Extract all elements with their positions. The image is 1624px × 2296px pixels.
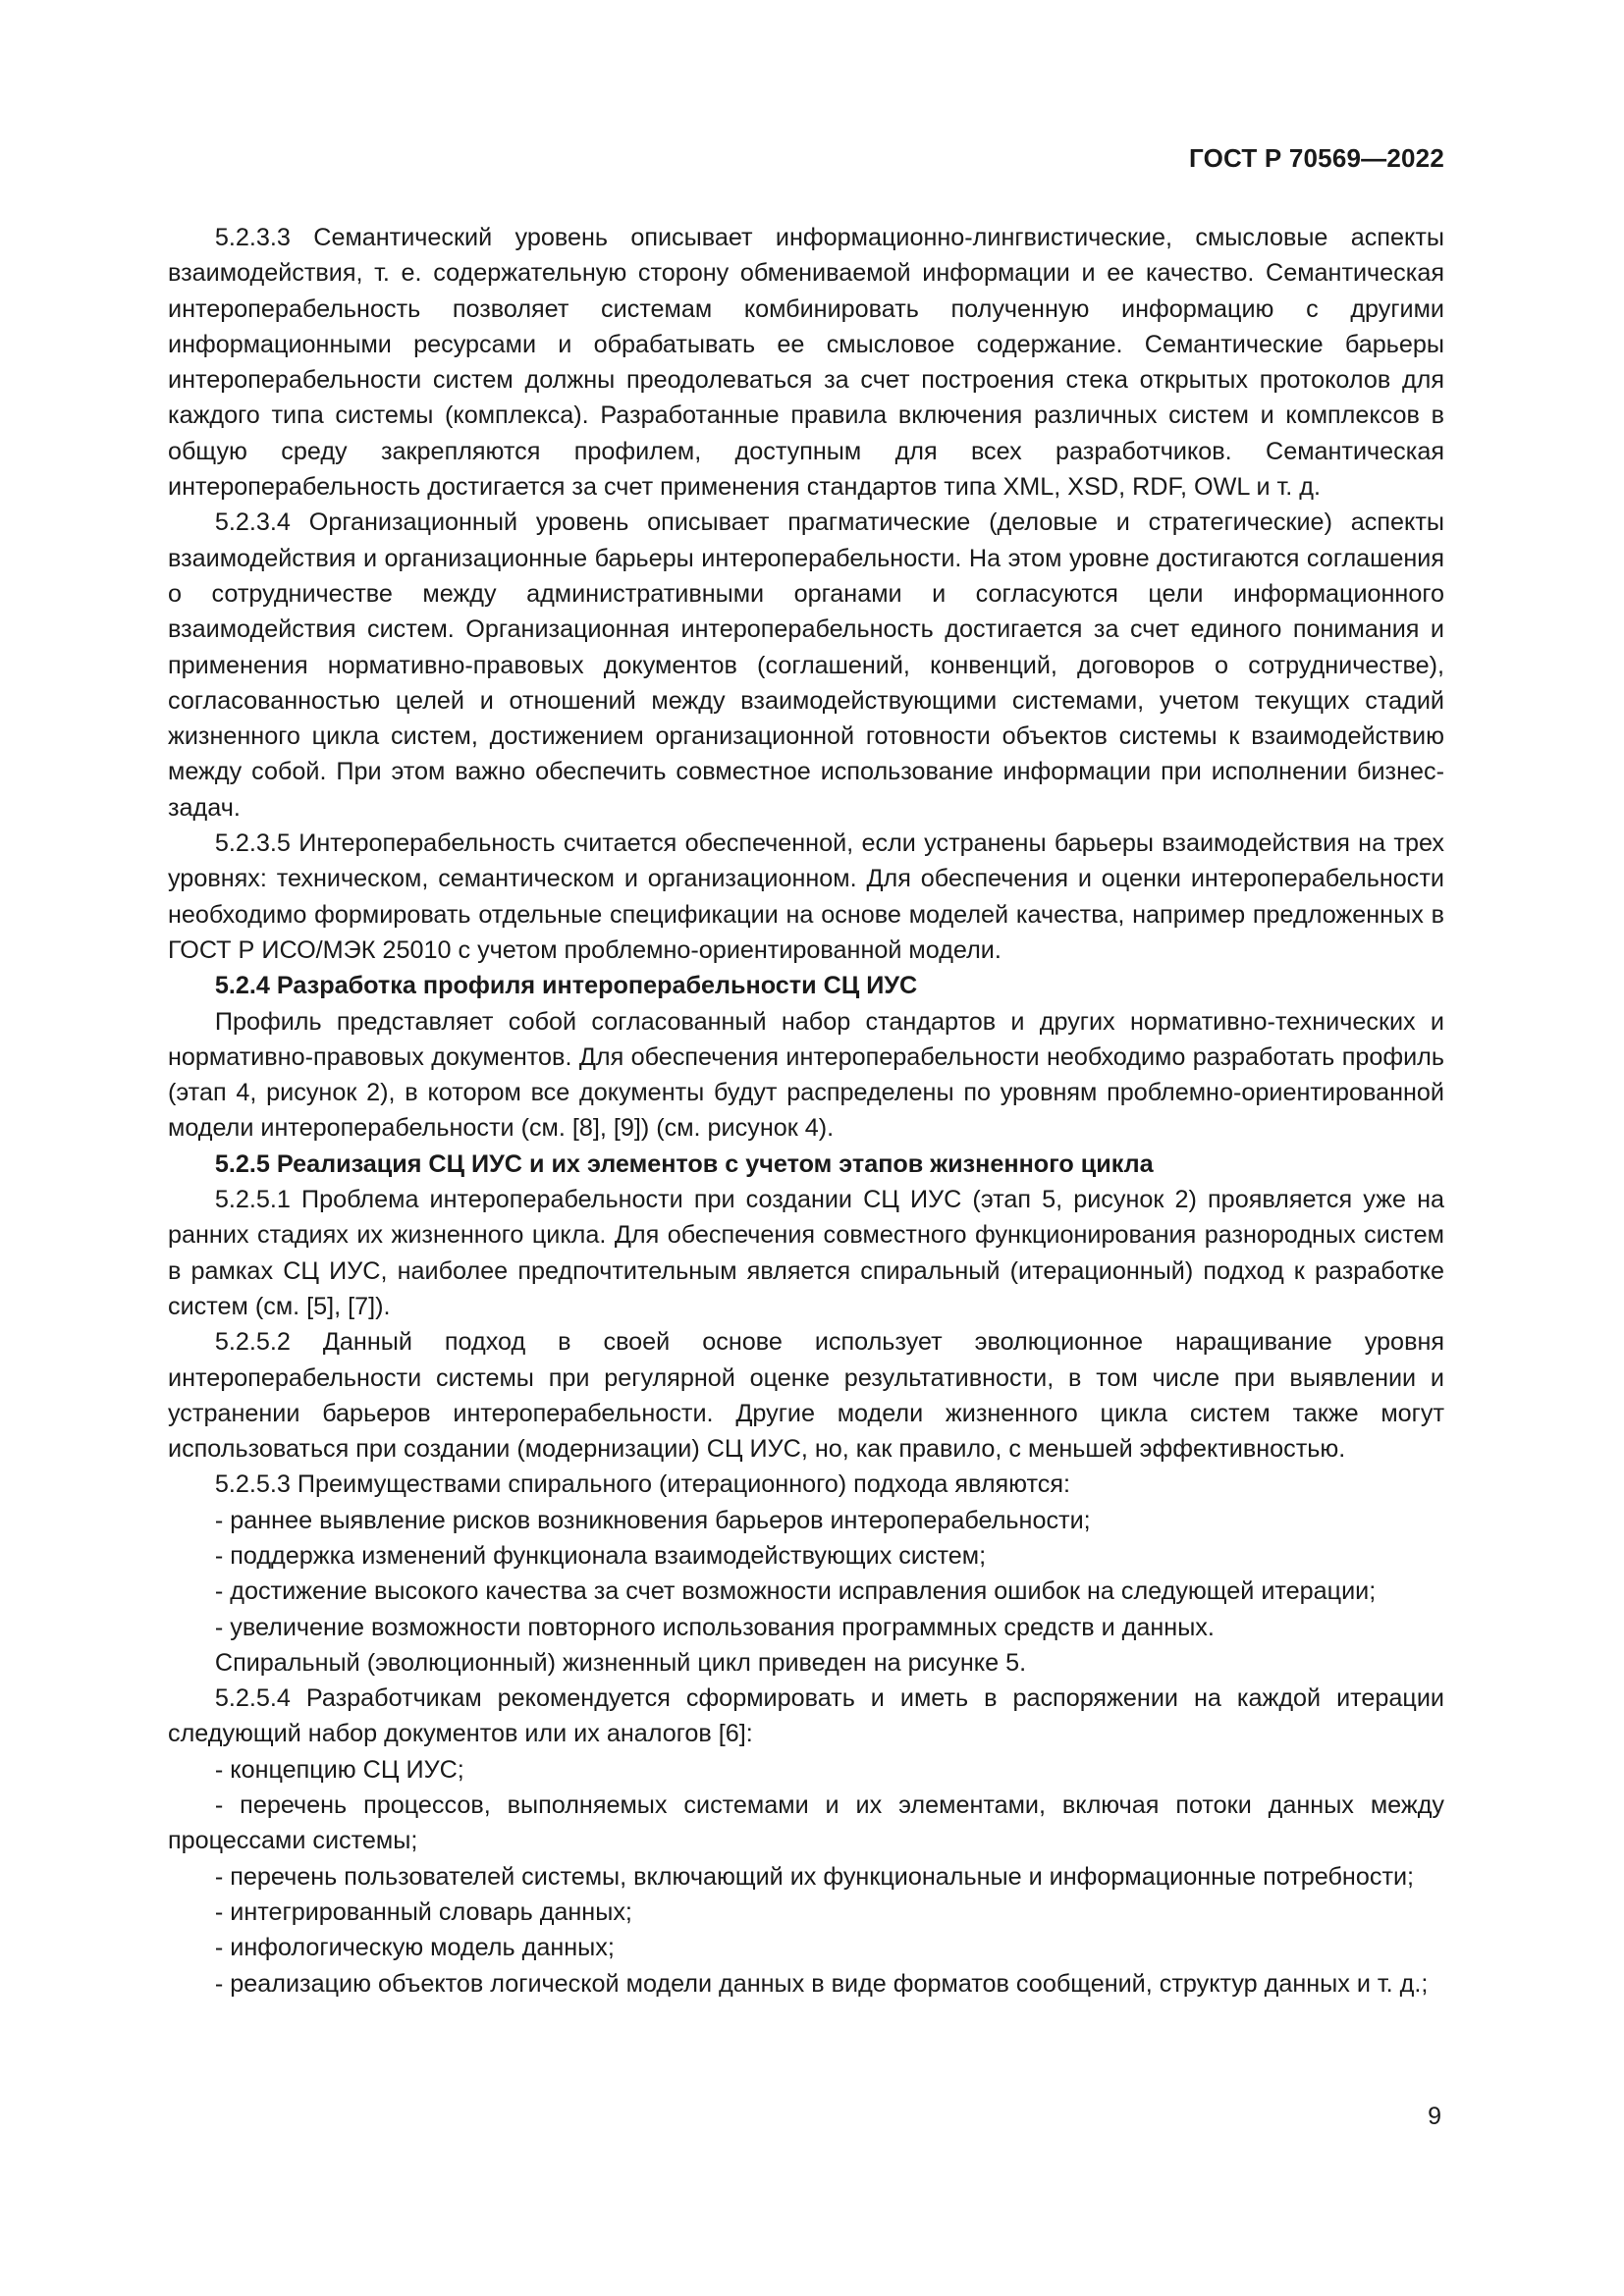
paragraph-5-2-5-1: 5.2.5.1 Проблема интероперабельности при создании СЦ ИУС (этап 5, рисунок 2) проявляется уже на ранних стадиях их жизненного цикла. Для обеспечения совместного функционирования разнородных систем в рамках СЦ ИУС, наиболее предпочтительным является спиральный (итерационный) подход к разработке систем (см. [5], [7]). [168,1186,1444,1320]
list-item: - концепцию СЦ ИУС; [214,1755,464,1784]
paragraph-5-2-3-5: 5.2.3.5 Интероперабельность считается обеспеченной, если устранены барьеры взаимодействия на трех уровнях: техническом, семантическом и организационном. Для обеспечения и оценки интероперабельности необходимо формировать отдельные спецификации на основе моделей качества, например предложенных в ГОСТ Р ИСО/МЭК 25010 с учетом проблемно-ориентированной модели. [168,829,1444,964]
paragraph-5-2-5-4: 5.2.5.4 Разработчикам рекомендуется сформировать и иметь в распоряжении на каждой итерации следующий набор документов или их аналогов [6]: [168,1684,1444,1748]
paragraph-profile-definition: Профиль представляет собой согласованный набор стандартов и других нормативно-технических и нормативно-правовых документов. Для обеспечения интероперабельности необходимо разработать профиль (этап 4, рисунок 2), в котором все документы будут распределены по уровням проблемно-ориентированной модели интероперабельности (см. [8], [9]) (см. рисунок 4). [168,1007,1444,1143]
list-item: - инфологическую модель данных; [214,1934,615,1962]
paragraph-5-2-3-3: 5.2.3.3 Семантический уровень описывает информационно-лингвистические, смысловые аспекты взаимодействия, т. е. содержательную сторону обмениваемой информации и ее качество. Семантическая интероперабельность позволяет системам комбинировать полученную информацию с другими информационными ресурсами и обрабатывать ее смысловое содержание. Семантические барьеры интероперабельности систем должны преодолеваться за счет построения стека открытых протоколов для каждого типа системы (комплекса). Разработанные правила включения различных систем и комплексов в общую среду закрепляются профилем, доступным для всех разработчиков. Семантическая интероперабельность достигается за счет применения стандартов типа XML, XSD, RDF, OWL и т. д. [168,224,1444,502]
section-heading-5-2-5: 5.2.5 Реализация СЦ ИУС и их элементов с учетом этапов жизненного цикла [214,1149,1154,1178]
list-item: - перечень пользователей системы, включающий их функциональные и информационные потребности; [214,1862,1415,1891]
paragraph-5-2-5-3: 5.2.5.3 Преимуществами спирального (итерационного) подхода являются: [214,1470,1070,1499]
section-heading-5-2-4: 5.2.4 Разработка профиля интероперабельности СЦ ИУС [214,972,918,1000]
paragraph-5-2-3-4: 5.2.3.4 Организационный уровень описывает прагматические (деловые и стратегические) аспекты взаимодействия и организационные барьеры интероперабельности. На этом уровне достигаются соглашения о сотрудничестве между административными органами и согласуются цели информационного взаимодействия систем. Организационная интероперабельность достигается за счет единого понимания и применения нормативно-правовых документов (соглашений, конвенций, договоров о сотрудничестве), согласованностью целей и отношений между взаимодействующими системами, учетом текущих стадий жизненного цикла систем, достижением организационной готовности объектов системы к взаимодействию между собой. При этом важно обеспечить совместное использование информации при исполнении бизнес-задач. [168,508,1444,822]
list-item: - раннее выявление рисков возникновения барьеров интероперабельности; [214,1506,1091,1534]
paragraph-figure-5-reference: Спиральный (эволюционный) жизненный цикл приведен на рисунке 5. [214,1648,1027,1677]
paragraph-5-2-5-2: 5.2.5.2 Данный подход в своей основе использует эволюционное наращивание уровня интероперабельности системы при регулярной оценке результативности, в том числе при выявлении и устранении барьеров интероперабельности. Другие модели жизненного цикла систем также могут использоваться при создании (модернизации) СЦ ИУС, но, как правило, с меньшей эффективностью. [168,1328,1444,1464]
list-item: - перечень процессов, выполняемых системами и их элементами, включая потоки данных между процессами системы; [168,1791,1444,1855]
document-code-header: ГОСТ Р 70569—2022 [1189,143,1444,173]
page-body [168,220,1444,2002]
list-item: - поддержка изменений функционала взаимодействующих систем; [214,1541,987,1570]
list-item: - увеличение возможности повторного использования программных средств и данных. [214,1613,1215,1641]
list-item: - реализацию объектов логической модели данных в виде форматов сообщений, структур данных и т. д.; [214,1969,1429,1998]
list-item: - интегрированный словарь данных; [214,1897,632,1926]
list-item: - достижение высокого качества за счет возможности исправления ошибок на следующей итерации; [214,1577,1377,1606]
page-number: 9 [1428,2103,1441,2130]
